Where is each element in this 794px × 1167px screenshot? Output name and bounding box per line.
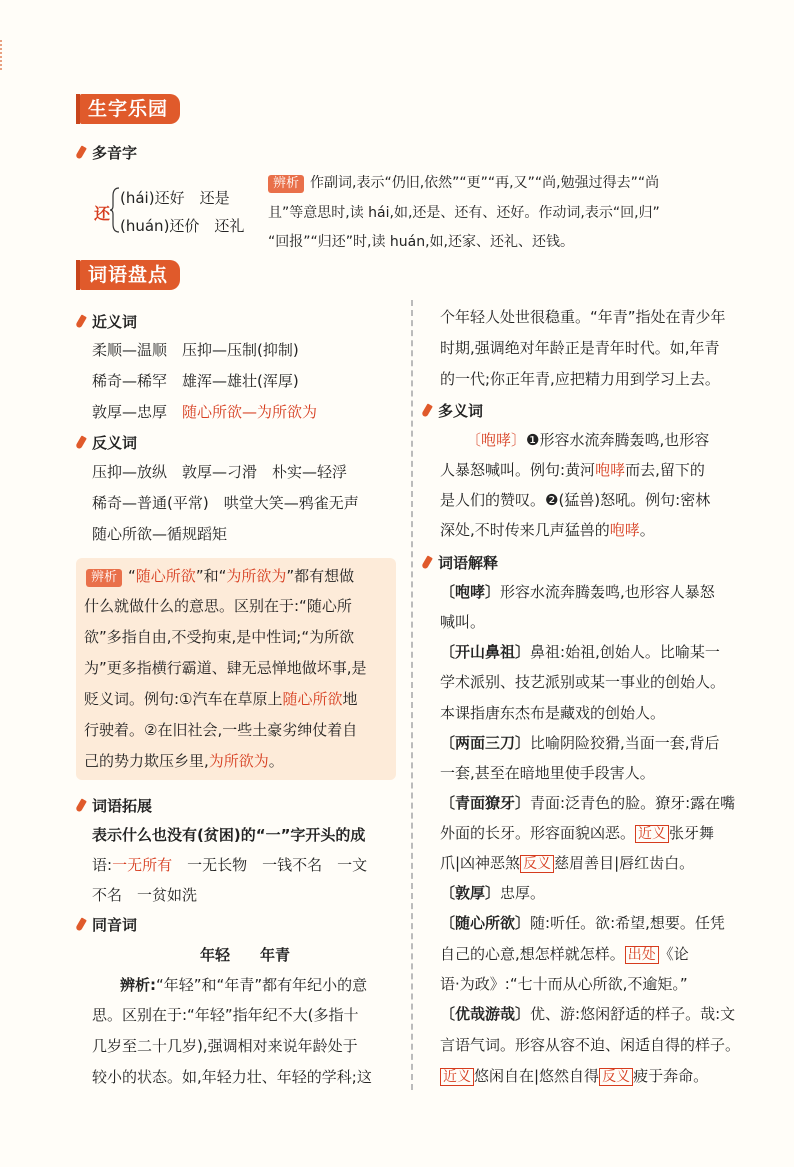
polyphone-note-line3: “回报”“归还”时,读 huán,如,还家、还礼、还钱。 bbox=[268, 234, 575, 250]
explanation-line bbox=[440, 1004, 735, 1024]
term: 〔两面三刀〕 bbox=[440, 734, 531, 752]
term: 〔随心所欲〕 bbox=[440, 914, 531, 932]
pen-icon bbox=[75, 798, 87, 812]
antonym-row: 稀奇—普通(平常) 哄堂大笑—鸦雀无声 bbox=[92, 494, 359, 512]
analysis-line bbox=[84, 751, 284, 771]
homophone-line bbox=[120, 975, 367, 995]
analysis-line bbox=[86, 566, 354, 587]
polyphone-reading-huan: (huán)还价 还礼 bbox=[120, 217, 245, 235]
heading-text: 多音字 bbox=[92, 144, 138, 162]
analysis-line bbox=[84, 689, 358, 709]
homophone-line: 几岁至二十几岁),强调相对来说年龄处于 bbox=[92, 1037, 358, 1055]
polysemy-line: 是人们的赞叹。❷(猛兽)怒吼。例句:密林 bbox=[440, 491, 711, 509]
synonym-tag: 近义 bbox=[635, 825, 669, 843]
explanation-line bbox=[440, 823, 714, 844]
synonym-row: 柔顺—温顺 压抑—压制(抑制) bbox=[92, 341, 299, 359]
heading-text: 同音词 bbox=[92, 916, 138, 934]
synonym-row bbox=[92, 402, 317, 422]
polyphone-note-line1 bbox=[268, 173, 659, 193]
pen-icon bbox=[421, 403, 433, 417]
section-title: 词语盘点 bbox=[88, 264, 169, 286]
analysis-tag: 辨析 bbox=[268, 175, 304, 193]
heading-text: 词语拓展 bbox=[92, 797, 153, 815]
analysis-tag: 辨析 bbox=[86, 569, 122, 587]
explanation-line bbox=[440, 642, 720, 662]
polysemy-word: 〔咆哮〕 bbox=[466, 431, 527, 449]
polysemy-line bbox=[466, 430, 709, 450]
explanation-line bbox=[440, 733, 720, 753]
term: 〔优哉游哉〕 bbox=[440, 1005, 531, 1023]
heading-text: 多义词 bbox=[438, 402, 484, 420]
t: ❶形容水流奔腾轰鸣,也形容 bbox=[526, 431, 710, 449]
homophone-line: 较小的状态。如,年轻力壮、年轻的学科;这 bbox=[92, 1068, 372, 1086]
t: 深处,不时传来几声猛兽的 bbox=[440, 521, 610, 539]
t-bold: 辨析: bbox=[120, 976, 156, 994]
t: 优、游:悠闲舒适的样子。哉:文 bbox=[530, 1005, 736, 1023]
t: ”和“ bbox=[195, 567, 227, 585]
t: 形容水流奔腾轰鸣,也形容人暴怒 bbox=[500, 583, 715, 601]
synonym-pair: 敦厚—忠厚 bbox=[92, 403, 168, 421]
explanation-line bbox=[440, 853, 694, 874]
explanation-line bbox=[440, 1066, 708, 1087]
heading-polyphone bbox=[78, 142, 137, 163]
polyphone-reading-hai: (hái)还好 还是 bbox=[120, 189, 230, 207]
page-edge-mark bbox=[0, 40, 6, 70]
t: 疲于奔命。 bbox=[633, 1067, 709, 1085]
polysemy-line bbox=[440, 460, 705, 480]
synonym-pair-highlight: 随心所欲—为所欲为 bbox=[182, 403, 318, 421]
analysis-line: 为”更多指横行霸道、肆无忌惮地做坏事,是 bbox=[84, 659, 367, 677]
heading-explanations bbox=[424, 552, 498, 573]
t: 《论 bbox=[658, 945, 689, 963]
heading-expansion bbox=[78, 795, 152, 816]
expansion-line: 表示什么也没有(贫困)的“一”字开头的成 bbox=[92, 826, 366, 844]
explanation-line bbox=[440, 913, 725, 933]
right-cont-line: 的一代;你正年青,应把精力用到学习上去。 bbox=[440, 370, 720, 388]
t: 悠闲自在|悠然自得 bbox=[474, 1067, 600, 1085]
antonym-row: 随心所欲—循规蹈矩 bbox=[92, 525, 228, 543]
section-banner-ciyu bbox=[80, 260, 180, 290]
t: 张牙舞 bbox=[669, 824, 715, 842]
pen-icon bbox=[75, 145, 87, 159]
t-red: 为所欲为 bbox=[226, 567, 287, 585]
right-cont-line: 个年轻人处世很稳重。“年青”指处在青少年 bbox=[440, 308, 726, 326]
heading-text: 近义词 bbox=[92, 313, 138, 331]
brace-icon bbox=[110, 186, 120, 234]
t: 外面的长牙。形容面貌凶恶。 bbox=[440, 824, 636, 842]
t-red: 为所欲为 bbox=[208, 752, 269, 770]
expansion-line: 不名 一贫如洗 bbox=[92, 886, 198, 904]
polyphone-char: 还 bbox=[94, 204, 111, 223]
t-red: 咆哮 bbox=[609, 521, 640, 539]
t: ”都有想做 bbox=[286, 567, 355, 585]
t: 人暴怒喊叫。例句:黄河 bbox=[440, 461, 596, 479]
t: 一无长物 一钱不名 一文 bbox=[172, 856, 368, 874]
term: 〔开山鼻祖〕 bbox=[440, 643, 531, 661]
heading-antonyms bbox=[78, 432, 137, 453]
t: 己的势力欺压乡里, bbox=[84, 752, 209, 770]
explanation-line: 一套,甚至在暗地里使手段害人。 bbox=[440, 764, 655, 782]
t: 地 bbox=[342, 690, 358, 708]
antonym-row: 压抑—放纵 敦厚—刁滑 朴实—轻浮 bbox=[92, 463, 348, 481]
synonym-row: 稀奇—稀罕 雄浑—雄壮(浑厚) bbox=[92, 372, 299, 390]
source-tag: 出处 bbox=[625, 946, 659, 964]
homophone-pair: 年轻 年青 bbox=[200, 946, 291, 964]
analysis-line: 什么就做什么的意思。区别在于:“随心所 bbox=[84, 597, 352, 615]
heading-polysemy bbox=[424, 400, 483, 421]
polyphone-note-line2: 且”等意思时,读 hái,如,还是、还有、还好。作动词,表示“回,归” bbox=[268, 205, 660, 221]
pen-icon bbox=[421, 555, 433, 569]
t: 自己的心意,想怎样就怎样。 bbox=[440, 945, 625, 963]
pen-icon bbox=[75, 435, 87, 449]
section-banner-shengzi bbox=[80, 94, 180, 124]
explanation-line bbox=[440, 883, 545, 903]
t: 慈眉善目|唇红齿白。 bbox=[554, 854, 695, 872]
t: 语: bbox=[92, 856, 113, 874]
term: 〔咆哮〕 bbox=[440, 583, 501, 601]
homophone-line: 思。区别在于:“年轻”指年纪不大(多指十 bbox=[92, 1006, 359, 1024]
t: 贬义词。例句:①汽车在草原上 bbox=[84, 690, 283, 708]
antonym-tag: 反义 bbox=[520, 855, 554, 873]
heading-text: 反义词 bbox=[92, 434, 138, 452]
note-text: 作副词,表示“仍旧,依然”“更”“再,又”“尚,勉强过得去”“尚 bbox=[310, 175, 660, 191]
t-red: 随心所欲 bbox=[282, 690, 343, 708]
heading-homophones bbox=[78, 914, 137, 935]
explanation-line: 喊叫。 bbox=[440, 613, 486, 631]
explanation-line: 学术派别、技艺派别或某一事业的创始人。 bbox=[440, 673, 726, 691]
t: 随:听任。欲:希望,想要。任凭 bbox=[530, 914, 725, 932]
t-red: 一无所有 bbox=[112, 856, 173, 874]
pen-icon bbox=[75, 917, 87, 931]
heading-synonyms bbox=[78, 311, 137, 332]
synonym-tag: 近义 bbox=[440, 1068, 474, 1086]
t: 比喻阴险狡猾,当面一套,背后 bbox=[530, 734, 720, 752]
t: 青面:泛青色的脸。獠牙:露在嘴 bbox=[530, 794, 736, 812]
right-cont-line: 时期,强调绝对年龄正是青年时代。如,年青 bbox=[440, 339, 720, 357]
explanation-line: 语·为政》:“七十而从心所欲,不逾矩。” bbox=[440, 975, 688, 993]
explanation-line bbox=[440, 793, 735, 813]
explanation-line bbox=[440, 582, 715, 602]
t: 爪|凶神恶煞 bbox=[440, 854, 521, 872]
term: 〔青面獠牙〕 bbox=[440, 794, 531, 812]
t: 。 bbox=[639, 521, 655, 539]
heading-text: 词语解释 bbox=[438, 554, 499, 572]
expansion-line bbox=[92, 855, 367, 875]
t-red: 随心所欲 bbox=[135, 567, 196, 585]
explanation-line: 言语气词。形容从容不迫、闲适自得的样子。 bbox=[440, 1036, 741, 1054]
analysis-line: 欲”多指自由,不受拘束,是中性词;“为所欲 bbox=[84, 628, 355, 646]
explanation-line: 本课指唐东杰布是藏戏的创始人。 bbox=[440, 704, 666, 722]
t: 鼻祖:始祖,创始人。比喻某一 bbox=[530, 643, 720, 661]
term: 〔敦厚〕 bbox=[440, 884, 501, 902]
t: 而去,留下的 bbox=[625, 461, 705, 479]
explanation-line bbox=[440, 944, 689, 965]
t-red: 咆哮 bbox=[595, 461, 626, 479]
t: “年轻”和“年青”都有年纪小的意 bbox=[156, 976, 368, 994]
polysemy-line bbox=[440, 520, 655, 540]
t: 。 bbox=[268, 752, 284, 770]
column-divider bbox=[411, 300, 413, 1090]
analysis-line: 行驶着。②在旧社会,一些土豪劣绅仗着自 bbox=[84, 721, 358, 739]
section-title: 生字乐园 bbox=[88, 98, 169, 120]
t: 忠厚。 bbox=[500, 884, 546, 902]
antonym-tag: 反义 bbox=[599, 1068, 633, 1086]
t: “ bbox=[128, 567, 136, 585]
pen-icon bbox=[75, 314, 87, 328]
